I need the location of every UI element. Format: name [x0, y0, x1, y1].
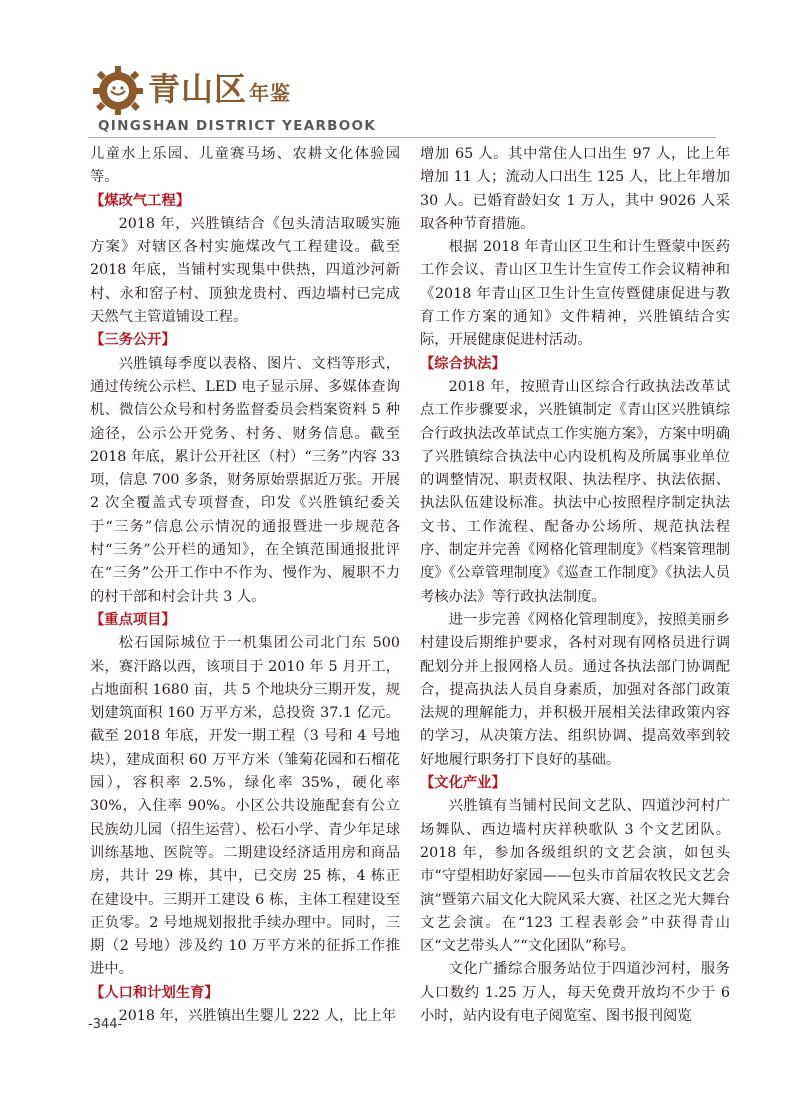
yearbook-header	[88, 58, 418, 138]
yearbook-title-sub: 年鉴	[249, 81, 292, 105]
section-heading: 【人口和计划生育】	[90, 984, 219, 1001]
section-heading: 【煤改气工程】	[90, 192, 191, 209]
body-paragraph: 2018 年，兴胜镇结合《包头清洁取暖实施方案》对辖区各村实施煤改气工程建设。截至 2018 年底，当铺村实现集中供热，四道沙河新村、永和窑子村、顶独龙贵村、西边墙村已完成天然气主管道铺设工程。	[90, 215, 400, 326]
section-heading: 【综合执法】	[420, 355, 506, 372]
page-number: -344-	[88, 1017, 123, 1032]
yearbook-title-en: QINGSHAN DISTRICT YEARBOOK	[98, 118, 377, 134]
right-column	[420, 143, 730, 1028]
body-paragraph: 兴胜镇每季度以表格、图片、文档等形式，通过传统公示栏、LED 电子显示屏、多媒体查询机、微信公众号和村务监督委员会档案资料 5 种途径，公示公开党务、村务、财务信息。截至 2018 年底，累计公开社区（村）“三务”内容 33 项，信息 700 多条，财务原始票据近万张。开展 2 次全覆盖式专项督查，印发《兴胜镇纪委关于“三务”信息公示情况的通报暨进一步规范各村“三务”公开栏的通知》，在全镇范围通报批评在“三务”公开工作中不作为、慢作为、履职不力的村干部和村会计共 3 人。	[90, 355, 400, 605]
section-heading: 【三务公开】	[90, 332, 176, 349]
body-paragraph: 进一步完善《网格化管理制度》，按照美丽乡村建设后期维护要求，各村对现有网格员进行调配划分并上报网格人员。通过各执法部门协调配合，提高执法人员自身素质，加强对各部门政策法规的理解能力，并积极开展相关法律政策内容的学习，从决策方法、组织协调、提高效率到较好地履行职务打下良好的基础。	[420, 611, 730, 768]
body-paragraph: 兴胜镇有当铺村民间文艺队、四道沙河村广场舞队、西边墙村庆祥秧歌队 3 个文艺团队。2018 年，参加各级组织的文艺会演，如包头市“守望相助好家园——包头市首届农牧民文艺会演”暨第六届文化大院风采大赛、社区之光大舞台文艺会演。在“123 工程表彰会”中获得青山区“文艺带头人”“文化团队”称号。	[420, 798, 730, 955]
body-paragraph: 2018 年，兴胜镇出生婴儿 222 人，比上年	[118, 1007, 397, 1024]
body-paragraph: 松石国际城位于一机集团公司北门东 500 米，赛汗路以西，该项目于 2010 年 5 月开工，占地面积 1680 亩，共 5 个地块分三期开发，规划建筑面积 160 万平方米，总投资 37.1 亿元。截至 2018 年底，开发一期工程（3 号和 4 号地块），建成面积 60 万平方米（雏菊花园和石榴花园），容积率 2.5%，绿化率 35%，硬化率 30%，入住率 90%。小区公共设施配套有公立民族幼儿园（招生运营）、松石小学、青少年足球训练基地、医院等。二期建设经济适用房和商品房，共计 29 栋，其中，已交房 25 栋，4 栋正在建设中。三期开工建设 6 栋，主体工程建设至正负零。2 号地规划报批手续办理中。同时，三期（2 号地）涉及约 10 万平方米的征拆工作推进中。	[90, 635, 400, 978]
body-paragraph: 文化广播综合服务站位于四道沙河村，服务人口数约 1.25 万人，每天免费开放均不少于 6 小时，站内设有电子阅览室、图书报刊阅览	[420, 961, 730, 1024]
left-column	[90, 143, 400, 1028]
yearbook-title: 青山区 年鉴	[148, 70, 292, 108]
body-paragraph: 儿童水上乐园、儿童赛马场、农耕文化体验园等。	[90, 146, 400, 186]
body-paragraph: 根据 2018 年青山区卫生和计生暨蒙中医药工作会议、青山区卫生计生宣传工作会议精神和《2018 年青山区卫生计生宣传暨健康促进与教育工作方案的通知》文件精神，兴胜镇结合实际，开展健康促进村活动。	[420, 239, 730, 349]
body-paragraph: 增加 65 人。其中常住人口出生 97 人，比上年增加 11 人；流动人口出生 125 人，比上年增加 30 人。已婚育龄妇女 1 万人，其中 9026 人采取各种节育措施。	[420, 146, 730, 232]
section-heading: 【文化产业】	[420, 775, 506, 792]
body-paragraph: 2018 年，按照青山区综合行政执法改革试点工作步骤要求，兴胜镇制定《青山区兴胜镇综合行政执法改革试点工作实施方案》，方案中明确了兴胜镇综合执法中心内设机构及所属事业单位的调整情况、职责权限、执法程序、执法依据、执法队伍建设标准。执法中心按照程序制定执法文书、工作流程、配备办公场所、规范执法程序、制定并完善《网格化管理制度》《档案管理制度》《公章管理制度》《巡查工作制度》《执法人员考核办法》等行政执法制度。	[420, 378, 730, 605]
gear-face-logo-icon	[92, 64, 144, 116]
section-heading: 【重点项目】	[90, 611, 176, 628]
header-rule	[88, 137, 716, 138]
